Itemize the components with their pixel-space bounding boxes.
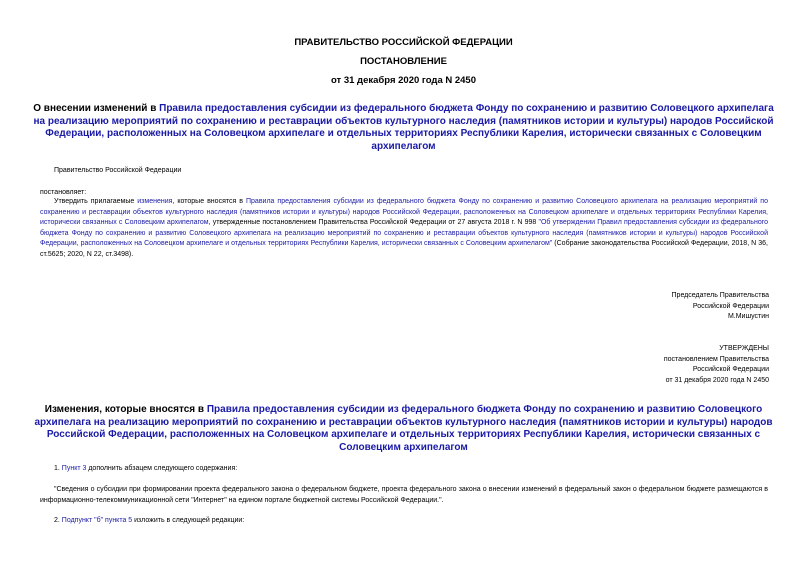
item-2-text: изложить в следующей редакции:	[132, 517, 245, 524]
decree-paragraph	[40, 197, 768, 260]
signature-line-3: М.Мишустин	[727, 313, 769, 320]
decree-text-d: (Собрание законодательства Российской Федерации, 2018, N 36, ст.5625; 2020, N 22, ст.3498).	[40, 240, 768, 258]
document-title	[30, 103, 777, 153]
item-2-link[interactable]: Подпункт "б" пункта 5	[61, 517, 133, 524]
changes-title	[30, 404, 777, 454]
decree-text-b: , которые вносятся в	[172, 198, 246, 205]
title-prefix: О внесении изменений в	[33, 103, 160, 114]
document-date: от 31 декабря 2020 года N 2450	[330, 75, 476, 86]
item-2-number: 2.	[54, 517, 62, 524]
item-1	[54, 464, 237, 474]
signature-line-2: Российской Федерации	[692, 302, 769, 310]
signature-block	[672, 291, 769, 323]
signature-line-1: Председатель Правительства	[671, 292, 769, 299]
decree-text-a: Утвердить прилагаемые	[54, 198, 138, 205]
item-2	[54, 516, 244, 526]
approved-line-2: постановлением Правительства	[663, 355, 769, 363]
item-1-link[interactable]: Пункт 3	[61, 465, 87, 472]
rules-link[interactable]: Правила предоставления субсидии из федерального бюджета Фонду по сохранению и развитию Соловецкого архипелага на реализацию мероприятий по сохранению и реставрации объектов культурного наследия (памятников истории и культуры) народов Российской Федерации, расположенных на Соловецком архипелаге и отдельных территориях Республики Карелия, исторически связанных с Соловецким архипелагом	[40, 198, 768, 226]
approved-block	[664, 344, 769, 386]
item-1-quote: "Сведения о субсидии при формировании проекта федерального закона о федеральном бюджете, проекта федерального закона о внесении изменений в федеральный закон о федеральном бюджете размещаются в информационно-телекоммуникационной сети "Интернет" на едином портале бюджетной системы Российской Федерации.".	[40, 486, 768, 504]
title-rules-link[interactable]: Правила предоставления субсидии из федерального бюджета Фонду по сохранению и развитию Соловецкого архипелага на реализацию мероприятий по сохранению и реставрации объектов культурного наследия (памятников истории и культуры) народов Российской Федерации, расположенных на Соловецком архипелаге и отдельных территориях Республики Карелия, исторически связанных с Соловецким архипелагом	[33, 103, 774, 152]
issuer: Правительство Российской Федерации	[54, 167, 182, 174]
changes-title-prefix: Изменения, которые вносятся в	[44, 404, 207, 415]
changes-title-rules-link[interactable]: Правила предоставления субсидии из федерального бюджета Фонду по сохранению и развитию Соловецкого архипелага на реализацию мероприятий по сохранению и реставрации объектов культурного наследия (памятников истории и культуры) народов Российской Федерации, расположенных на Соловецком архипелаге и отдельных территориях Республики Карелия, исторически связанных с Соловецким архипелагом	[34, 404, 773, 453]
approved-line-1: УТВЕРЖДЕНЫ	[719, 345, 769, 352]
document-type: ПОСТАНОВЛЕНИЕ	[360, 56, 447, 67]
item-1-number: 1.	[54, 465, 62, 472]
government-heading: ПРАВИТЕЛЬСТВО РОССИЙСКОЙ ФЕДЕРАЦИИ	[294, 37, 513, 48]
changes-link[interactable]: изменения	[137, 198, 173, 205]
decree-998-link[interactable]: "Об утверждении Правил предоставления субсидии из федерального бюджета Фонду по сохранению и развитию Соловецкого архипелага на реализацию мероприятий по сохранению и реставрации объектов культурного наследия (памятников истории и культуры) народов Российской Федерации, расположенных на Соловецком архипелаге и отдельных территориях Республики Карелия, исторически связанных с Соловецким архипелагом"	[40, 219, 768, 247]
approved-line-4: от 31 декабря 2020 года N 2450	[665, 376, 769, 384]
approved-line-3: Российской Федерации	[692, 366, 769, 373]
item-1-text: дополнить абзацем следующего содержания:	[86, 465, 238, 472]
decrees-word: постановляет:	[40, 189, 87, 196]
decree-text-c: , утвержденные постановлением Правительства Российской Федерации от 27 августа 2018 г. N 998	[208, 219, 539, 226]
